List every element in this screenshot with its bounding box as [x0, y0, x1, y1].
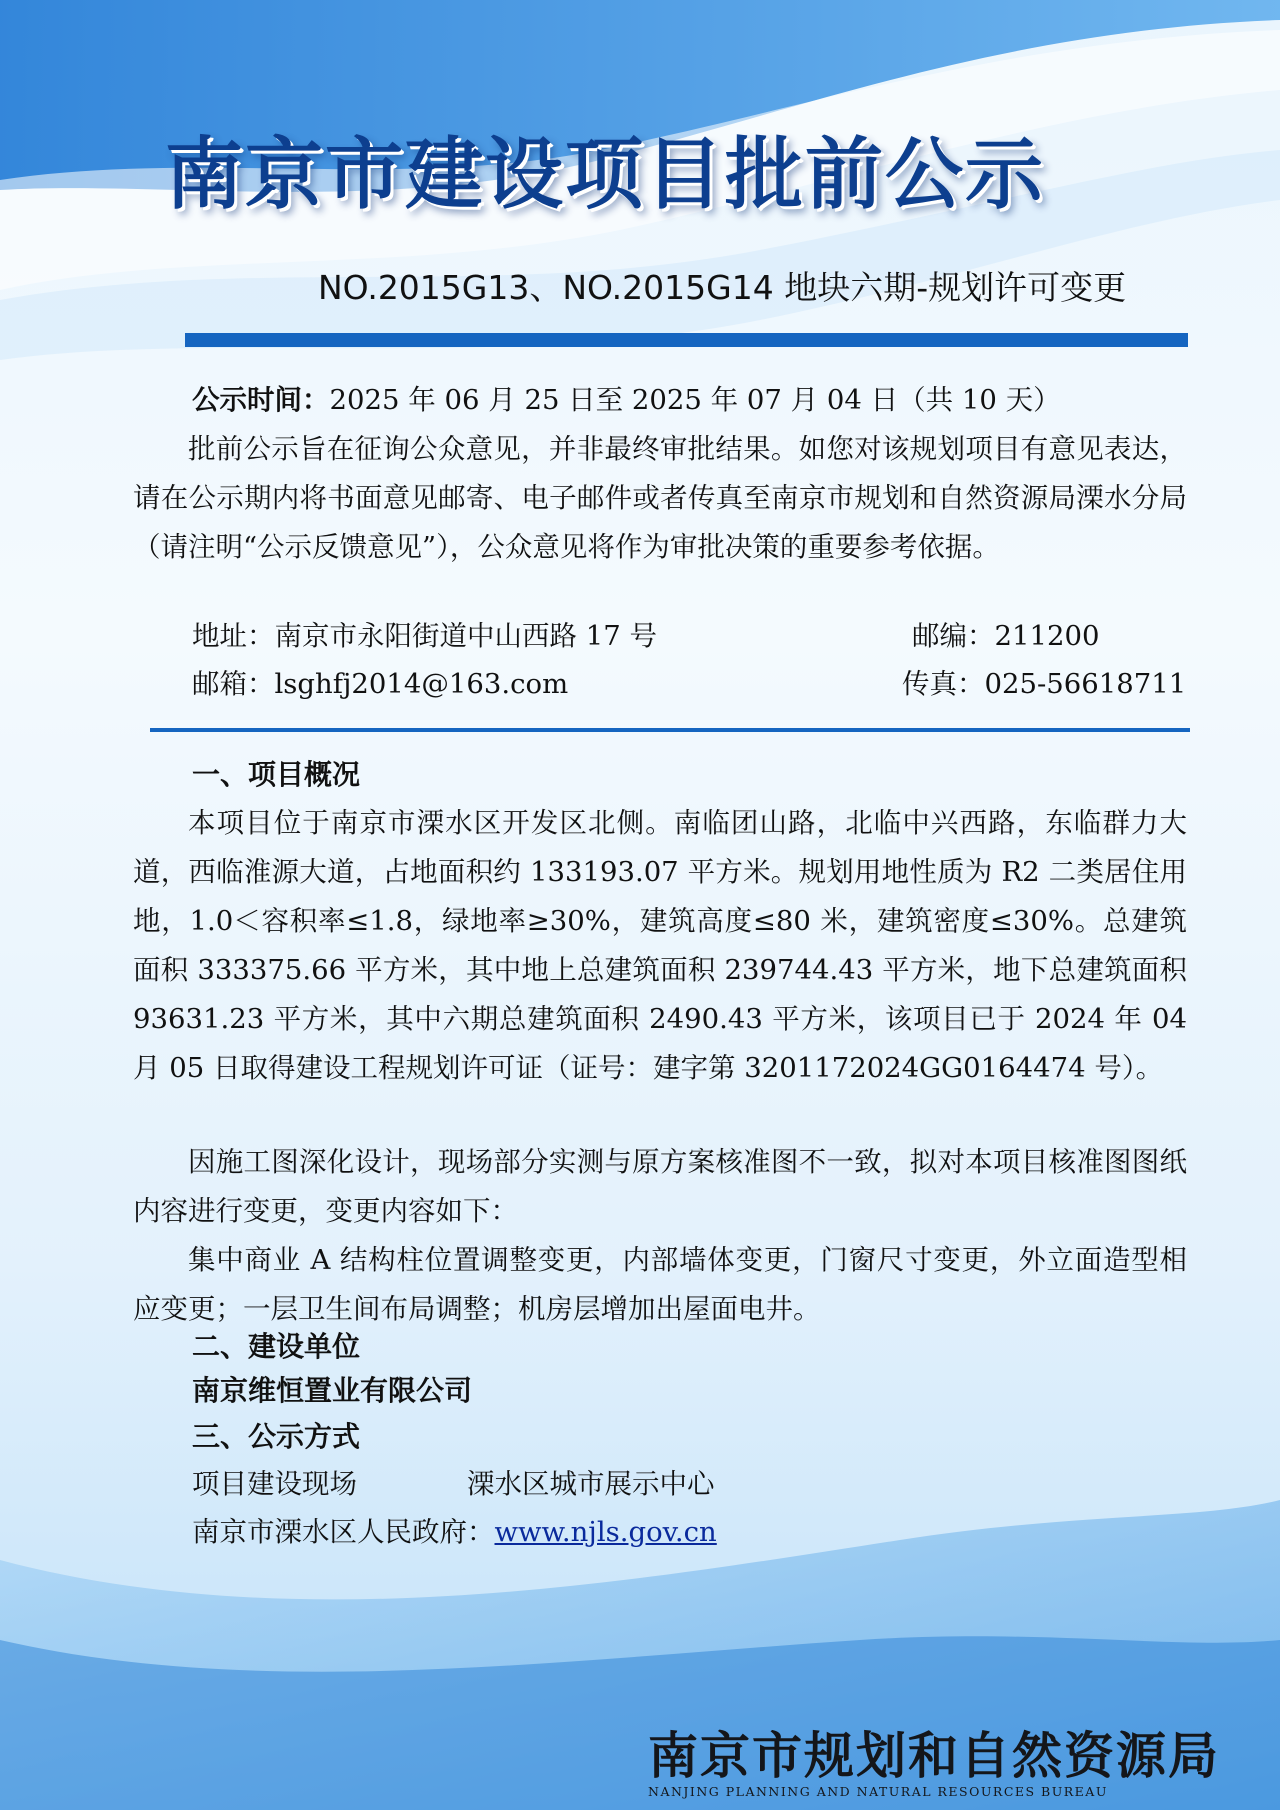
- government-website: [192, 1508, 717, 1557]
- address: 地址：南京市永阳街道中山西路 17 号: [192, 620, 657, 652]
- fax: 传真：025-56618711: [902, 668, 1187, 700]
- section-heading-overview: 一、项目概况: [192, 758, 361, 791]
- section-divider: [150, 728, 1190, 732]
- header-divider: [185, 333, 1188, 347]
- change-reason-paragraph: 因施工图深化设计，现场部分实测与原方案核准图不一致，拟对本项目核准图图纸内容进行变更，变更内容如下：: [133, 1146, 1187, 1227]
- bureau-name-english: NANJING PLANNING AND NATURAL RESOURCES BUREAU: [648, 1784, 1108, 1799]
- period-value: 2025 年 06 月 25 日至 2025 年 07 月 04 日（共 10 天）: [329, 384, 1061, 416]
- email: 邮箱：lsghfj2014@163.com: [192, 668, 569, 700]
- postcode: 邮编：211200: [912, 620, 1100, 652]
- overview-paragraph: 本项目位于南京市溧水区开发区北侧。南临团山路，北临中兴西路，东临群力大道，西临淮源大道，占地面积约 133193.07 平方米。规划用地性质为 R2 二类居住用地，1.0＜容积率≤1.8，绿地率≥30%，建筑高度≤80 米，建筑密度≤30%。总建筑面积 333375.66 平方米，其中地上总建筑面积 239744.43 平方米，地下总建筑面积 93631.23 平方米，其中六期总建筑面积 2490.43 平方米，该项目已于 2024 年 04 月 05 日取得建设工程规划许可证（证号：建字第 3201172024GG0164474 号）。: [133, 807, 1187, 1084]
- bureau-name: 南京市规划和自然资源局: [648, 1726, 1220, 1785]
- government-label: 南京市溧水区人民政府：: [192, 1516, 495, 1548]
- publicity-period: [192, 376, 1061, 425]
- section-heading-method: 三、公示方式: [192, 1420, 361, 1453]
- builder-company: 南京维恒置业有限公司: [192, 1374, 473, 1407]
- change-content-paragraph: 集中商业 A 结构柱位置调整变更，内部墙体变更，门窗尺寸变更，外立面造型相应变更；一层卫生间布局调整；机房层增加出屋面电井。: [133, 1244, 1187, 1325]
- page-title: 南京市建设项目批前公示: [165, 130, 1046, 220]
- section-heading-builder: 二、建设单位: [192, 1330, 361, 1363]
- method-site: 项目建设现场: [192, 1468, 357, 1500]
- project-subtitle: NO.2015G13、NO.2015G14 地块六期-规划许可变更: [318, 268, 1127, 307]
- intro-paragraph: 批前公示旨在征询公众意见，并非最终审批结果。如您对该规划项目有意见表达，请在公示期内将书面意见邮寄、电子邮件或者传真至南京市规划和自然资源局溧水分局（请注明“公示反馈意见”），公众意见将作为审批决策的重要参考依据。: [133, 433, 1187, 563]
- period-label: 公示时间：: [192, 384, 330, 416]
- method-exhibition-center: 溧水区城市展示中心: [467, 1468, 715, 1500]
- government-website-link[interactable]: www.njls.gov.cn: [494, 1516, 717, 1548]
